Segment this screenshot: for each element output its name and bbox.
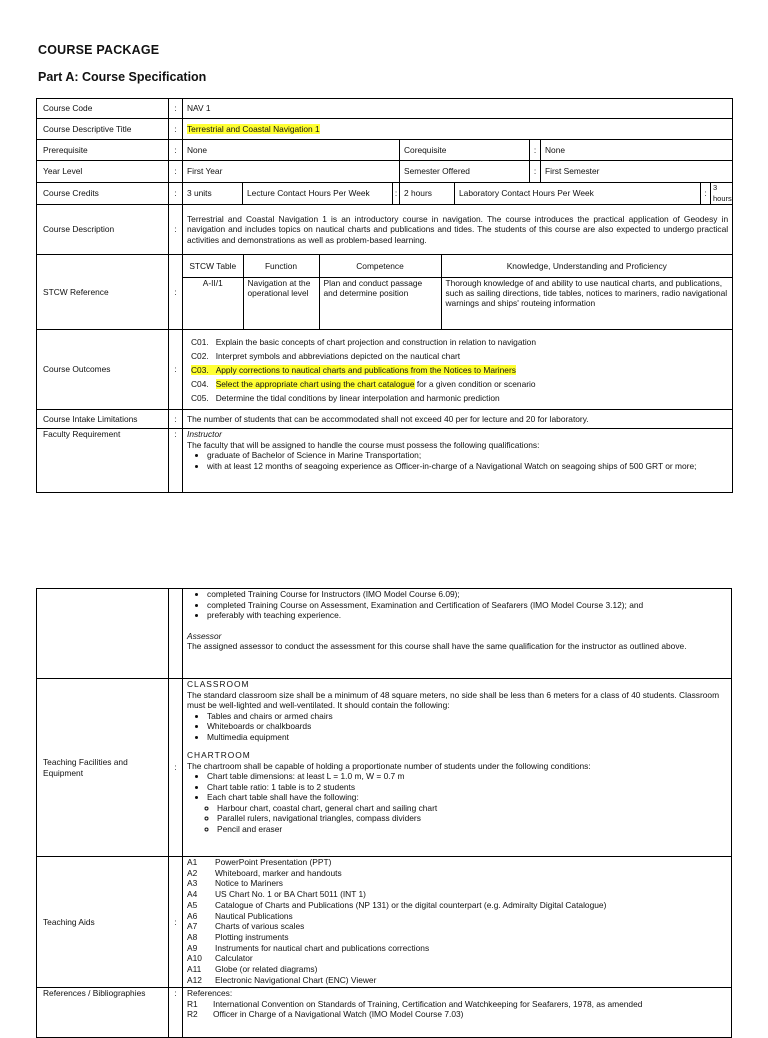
stcw-header-function: Function bbox=[243, 255, 319, 277]
semester-value: First Semester bbox=[541, 161, 733, 183]
assessor-text: The assigned assessor to conduct the assessment for this course shall have the same qualification for the instructor as outlined above. bbox=[187, 641, 687, 651]
corequisite-label: Corequisite bbox=[400, 140, 530, 161]
course-title-value: Terrestrial and Coastal Navigation 1 bbox=[187, 123, 320, 134]
row-faculty bbox=[37, 429, 733, 493]
course-title-label: Course Descriptive Title bbox=[37, 119, 169, 140]
faculty-text: Instructor The faculty that will be assigned to handle the course must possess the following qualifications: • graduate of Bachelor of Science in Marine Transportation; • with at least 12 months of seagoing experience as Officer-in-charge of a Navigational Watch on seagoing ships of 500 GRT or more; bbox=[183, 429, 733, 493]
colon: : bbox=[169, 429, 183, 493]
list-item: • Whiteboards or chalkboards bbox=[207, 721, 727, 732]
list-item: R1 International Convention on Standards of Training, Certification and Watchkeeping for Seafarers, 1978, as amended bbox=[187, 998, 643, 1009]
description-text: Terrestrial and Coastal Navigation 1 is an introductory course in navigation. The course introduces the practical application of Geodesy in navigation and includes topics on nautical charts and publications and tides. The students of this course are also expected to undergo practical activities and demonstrations as well as problem-based learning. bbox=[183, 205, 733, 255]
credits-label: Course Credits bbox=[37, 183, 169, 205]
classroom-heading: CLASSROOM bbox=[187, 679, 250, 689]
row-course-code bbox=[37, 99, 733, 119]
colon: : bbox=[169, 255, 183, 330]
colon: : bbox=[169, 99, 183, 119]
list-item: A8 Plotting instruments bbox=[187, 931, 289, 942]
outcome-item: C02. Interpret symbols and abbreviations depicted on the nautical chart bbox=[191, 350, 461, 361]
row-stcw bbox=[37, 255, 733, 330]
stcw-label: STCW Reference bbox=[37, 255, 169, 330]
instructor-heading: Instructor bbox=[187, 429, 222, 439]
outcome-item: C01. Explain the basic concepts of chart projection and construction in relation to navigation bbox=[191, 336, 536, 347]
corequisite-value: None bbox=[541, 140, 733, 161]
list-item: • Chart table dimensions: at least L = 1.0 m, W = 0.7 m bbox=[207, 771, 727, 782]
list-item: ◦ Harbour chart, coastal chart, general chart and sailing chart bbox=[217, 803, 727, 814]
course-spec-table-continued bbox=[36, 588, 732, 1038]
list-item: A7 Charts of various scales bbox=[187, 921, 305, 932]
list-item: A3 Notice to Mariners bbox=[187, 878, 283, 889]
list-item: A4 US Chart No. 1 or BA Chart 5011 (INT 1) bbox=[187, 889, 366, 900]
list-item: A5 Catalogue of Charts and Publications (NP 131) or the digital counterpart (e.g. Admiralty Digital Catalogue) bbox=[187, 899, 607, 910]
lab-hours-label: Laboratory Contact Hours Per Week bbox=[455, 183, 701, 205]
list-item: • completed Training Course for Instructors (IMO Model Course 6.09); bbox=[207, 589, 727, 600]
stcw-header-competence: Competence bbox=[319, 255, 441, 277]
row-intake bbox=[37, 410, 733, 429]
row-prerequisite bbox=[37, 140, 733, 161]
list-item: • Multimedia equipment bbox=[207, 732, 727, 743]
colon: : bbox=[169, 679, 183, 857]
row-description bbox=[37, 205, 733, 255]
colon: : bbox=[701, 183, 711, 205]
semester-label: Semester Offered bbox=[400, 161, 530, 183]
outcome-item: C05. Determine the tidal conditions by linear interpolation and harmonic prediction bbox=[191, 392, 500, 403]
colon: : bbox=[169, 161, 183, 183]
facilities-text: CLASSROOM The standard classroom size shall be a minimum of 48 square meters, no side shall be less than 6 meters for a class of 40 students. Classroom must be well-lighted and well-ventilated. It should contain the following: • Tables and chairs or armed chairs • Whiteboards or chalkboards • Multimedia equipment CHARTROOM The chartroom shall be capable of holding a proportionate number of students under the following conditions: • Chart table dimensions: at least L = 1.0 m, W = 0.7 m • Chart table ratio: 1 table is to 2 students • Each chart table shall have the following: ◦ Harbour chart, coastal chart, general chart and sailing chart ◦ Parallel rulers, navigational triangles, compass dividers ◦ Pencil and eraser bbox=[183, 679, 732, 857]
lecture-hours-value: 2 hours bbox=[400, 183, 455, 205]
stcw-function-value: Navigation at the operational level bbox=[243, 277, 319, 329]
list-item: A1 PowerPoint Presentation (PPT) bbox=[187, 857, 332, 867]
course-spec-table bbox=[36, 98, 733, 493]
colon: : bbox=[530, 161, 541, 183]
document-title: COURSE PACKAGE bbox=[38, 43, 160, 57]
stcw-header-knowledge: Knowledge, Understanding and Proficiency bbox=[441, 255, 732, 277]
colon: : bbox=[169, 410, 183, 429]
section-title: Part A: Course Specification bbox=[38, 70, 207, 84]
colon: : bbox=[169, 140, 183, 161]
year-level-value: First Year bbox=[183, 161, 400, 183]
list-item: A12 Electronic Navigational Chart (ENC) Viewer bbox=[187, 974, 377, 985]
list-item: R2 Officer in Charge of a Navigational Watch (IMO Model Course 7.03) bbox=[187, 1009, 464, 1019]
faculty-continued-text bbox=[183, 589, 732, 679]
outcomes-label: Course Outcomes bbox=[37, 330, 169, 410]
colon: : bbox=[169, 183, 183, 205]
references-heading: References: bbox=[187, 988, 233, 998]
list-item: • completed Training Course on Assessment, Examination and Certification of Seafarers (IMO Model Course 3.12); and bbox=[207, 600, 727, 611]
faculty-label: Faculty Requirement bbox=[37, 429, 169, 493]
colon: : bbox=[169, 330, 183, 410]
list-item: A2 Whiteboard, marker and handouts bbox=[187, 867, 342, 878]
stcw-competence-value: Plan and conduct passage and determine position bbox=[319, 277, 441, 329]
list-item: • Chart table ratio: 1 table is to 2 students bbox=[207, 782, 727, 793]
assessor-heading: Assessor bbox=[187, 630, 222, 641]
list-item: A10 Calculator bbox=[187, 953, 253, 964]
lab-hours-value: 3 hours bbox=[711, 183, 733, 205]
list-item: A11 Globe (or related diagrams) bbox=[187, 964, 318, 975]
list-item: ◦ Pencil and eraser bbox=[217, 824, 727, 835]
colon: : bbox=[169, 119, 183, 140]
course-code-label: Course Code bbox=[37, 99, 169, 119]
references-label: References / Bibliographies bbox=[37, 988, 169, 1038]
row-outcomes bbox=[37, 330, 733, 410]
colon: : bbox=[393, 183, 400, 205]
list-item: • Each chart table shall have the following: bbox=[207, 792, 727, 803]
row-facilities bbox=[37, 679, 732, 857]
colon: : bbox=[169, 857, 183, 988]
course-code-value: NAV 1 bbox=[183, 99, 733, 119]
stcw-table bbox=[183, 255, 732, 329]
list-item: A9 Instruments for nautical chart and publications corrections bbox=[187, 942, 430, 953]
list-item: • preferably with teaching experience. bbox=[207, 610, 727, 621]
row-references bbox=[37, 988, 732, 1038]
lecture-hours-label: Lecture Contact Hours Per Week bbox=[243, 183, 393, 205]
colon: : bbox=[169, 988, 183, 1038]
stcw-table-value: A-II/1 bbox=[183, 277, 243, 329]
colon: : bbox=[169, 205, 183, 255]
intake-label: Course Intake Limitations bbox=[37, 410, 169, 429]
row-credits bbox=[37, 183, 733, 205]
description-label: Course Description bbox=[37, 205, 169, 255]
row-faculty-continued bbox=[37, 589, 732, 679]
list-item: • graduate of Bachelor of Science in Marine Transportation; bbox=[207, 450, 728, 461]
references-list bbox=[183, 988, 732, 1038]
facilities-label: Teaching Facilities and Equipment bbox=[37, 679, 169, 857]
outcomes-list bbox=[183, 330, 733, 410]
outcome-item: C03. Apply corrections to nautical charts and publications from the Notices to Mariners bbox=[191, 364, 516, 375]
row-course-title bbox=[37, 119, 733, 140]
prerequisite-value: None bbox=[183, 140, 400, 161]
list-item: • Tables and chairs or armed chairs bbox=[207, 711, 727, 722]
credits-value: 3 units bbox=[183, 183, 243, 205]
stcw-header-table: STCW Table bbox=[183, 255, 243, 277]
list-item: A6 Nautical Publications bbox=[187, 910, 293, 921]
outcome-item: C04. Select the appropriate chart using the chart catalogue for a given condition or scenario bbox=[191, 378, 536, 389]
year-level-label: Year Level bbox=[37, 161, 169, 183]
chartroom-heading: CHARTROOM bbox=[187, 750, 251, 760]
list-item: • with at least 12 months of seagoing experience as Officer-in-charge of a Navigational Watch on seagoing ships of 500 GRT or more; bbox=[207, 461, 728, 472]
colon: : bbox=[530, 140, 541, 161]
prerequisite-label: Prerequisite bbox=[37, 140, 169, 161]
list-item: ◦ Parallel rulers, navigational triangles, compass dividers bbox=[217, 813, 727, 824]
aids-list bbox=[183, 857, 732, 988]
stcw-knowledge-value: Thorough knowledge of and ability to use nautical charts, and publications, such as sailing directions, tide tables, notices to mariners, radio navigational warnings and ships' routeing information bbox=[441, 277, 732, 329]
row-year-level bbox=[37, 161, 733, 183]
row-teaching-aids bbox=[37, 857, 732, 988]
aids-label: Teaching Aids bbox=[37, 857, 169, 988]
intake-text: The number of students that can be accommodated shall not exceed 40 per for lecture and 20 for laboratory. bbox=[183, 410, 733, 429]
